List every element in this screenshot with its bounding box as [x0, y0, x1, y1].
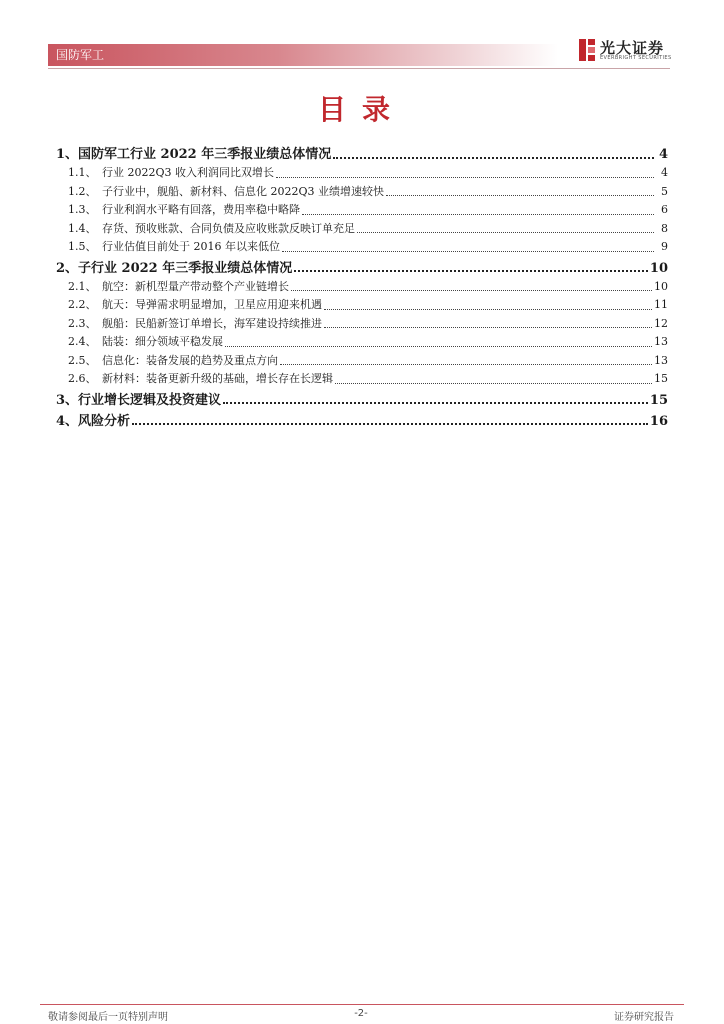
toc-leader-dots [225, 346, 652, 347]
toc-entry-title: 子行业 2022 年三季报业绩总体情况 [78, 260, 293, 276]
toc-entry[interactable] [56, 201, 668, 220]
toc-entry-page: 15 [654, 372, 668, 385]
toc-entry-number: 2.2、 [68, 298, 97, 311]
toc-leader-dots [276, 177, 654, 178]
footer [48, 1008, 674, 1022]
toc-entry-title: 航空：新机型量产带动整个产业链增长 [102, 279, 289, 293]
toc-entry-title: 行业 2022Q3 收入利润同比双增长 [102, 166, 275, 179]
toc-entry-page: 16 [649, 413, 668, 429]
page-number: -2- [354, 1008, 368, 1019]
toc-leader-dots [335, 383, 652, 384]
toc-entry-title: 行业增长逻辑及投资建议 [78, 392, 222, 408]
toc-entry-title: 国防军工行业 2022 年三季报业绩总体情况 [78, 147, 332, 162]
header-rule [48, 68, 670, 69]
toc-leader-dots [386, 195, 654, 196]
toc-entry[interactable] [56, 296, 668, 315]
toc-entry-page: 5 [661, 184, 668, 198]
toc-entry-number: 1.3、 [68, 203, 97, 216]
toc-entry[interactable] [56, 370, 668, 389]
footer-rule [40, 1004, 684, 1005]
toc-leader-dots [294, 270, 648, 272]
toc-leader-dots [357, 232, 654, 233]
toc-entry[interactable] [56, 183, 668, 202]
toc-entry-title: 舰船：民船新签订单增长，海军建设持续推进 [102, 316, 322, 330]
toc-entry[interactable] [56, 220, 668, 239]
toc-entry-number: 4、 [56, 413, 79, 429]
header-band [48, 44, 558, 66]
footer-report-type: 证券研究报告 [614, 1012, 674, 1023]
toc-leader-dots [324, 309, 652, 310]
toc-entry-number: 2.4、 [68, 335, 97, 348]
toc-leader-dots [333, 157, 654, 159]
section-label: 国防军工 [56, 48, 105, 62]
toc-leader-dots [291, 290, 652, 291]
brand-name: 光大证券 [600, 39, 665, 57]
toc-entry-number: 1.1、 [68, 166, 97, 179]
toc-entry[interactable] [56, 278, 668, 297]
toc-entry-page: 12 [654, 316, 668, 330]
toc-entry-page: 10 [654, 279, 668, 293]
toc-entry[interactable] [56, 333, 668, 352]
toc-entry[interactable] [56, 315, 668, 334]
toc-entry-page: 10 [649, 260, 668, 276]
toc-leader-dots [282, 251, 654, 252]
toc-entry[interactable] [56, 238, 668, 257]
toc-entry-page: 6 [661, 203, 668, 216]
toc-entry[interactable] [56, 352, 668, 371]
toc-entry-title: 行业利润水平略有回落，费用率稳中略降 [102, 203, 300, 216]
toc-entry-number: 2.5、 [68, 353, 97, 367]
toc-entry-title: 行业估值目前处于 2016 年以来低位 [102, 240, 280, 253]
toc-entry-page: 13 [654, 335, 668, 348]
toc-entry-page: 9 [661, 240, 668, 253]
toc-entry-number: 2、 [56, 260, 79, 276]
toc-entry-number: 1.4、 [68, 221, 97, 235]
toc-entry-page: 11 [654, 298, 668, 311]
toc-entry-title: 陆装：细分领域平稳发展 [102, 335, 223, 348]
toc-entry-number: 1.2、 [68, 184, 97, 198]
toc-entry-number: 1.5、 [68, 240, 97, 253]
toc-entry-page: 8 [661, 221, 668, 235]
toc-entry-number: 3、 [56, 392, 79, 408]
toc-entry[interactable] [56, 164, 668, 183]
toc-entry[interactable] [56, 143, 668, 164]
toc-leader-dots [280, 364, 652, 365]
page-title: 目录 [317, 93, 406, 126]
toc-entry[interactable] [56, 389, 668, 410]
brand-logo [578, 36, 674, 66]
toc-entry-title: 新材料：装备更新升级的基础，增长存在长逻辑 [102, 372, 333, 385]
toc-entry-title: 存货、预收账款、合同负债及应收账款反映订单充足 [102, 221, 355, 235]
toc-entry-page: 13 [654, 353, 668, 367]
table-of-contents [56, 143, 668, 431]
toc-entry-title: 信息化：装备发展的趋势及重点方向 [102, 353, 278, 367]
toc-leader-dots [132, 423, 648, 425]
toc-leader-dots [302, 214, 654, 215]
toc-leader-dots [223, 402, 648, 404]
toc-entry-title: 子行业中，舰船、新材料、信息化 2022Q3 业绩增速较快 [102, 184, 385, 198]
footer-disclaimer: 敬请参阅最后一页特别声明 [48, 1012, 168, 1023]
toc-entry-page: 4 [658, 147, 668, 162]
toc-entry-number: 2.3、 [68, 316, 97, 330]
toc-entry-number: 1、 [56, 147, 79, 162]
toc-entry-title: 风险分析 [78, 413, 131, 429]
toc-entry-page: 15 [649, 392, 668, 408]
toc-leader-dots [324, 327, 652, 328]
toc-entry-number: 2.1、 [68, 279, 97, 293]
toc-entry[interactable] [56, 257, 668, 278]
everbright-logo-icon [578, 38, 596, 62]
toc-entry-title: 航天：导弹需求明显增加，卫星应用迎来机遇 [102, 298, 322, 311]
toc-entry[interactable] [56, 410, 668, 431]
brand-subtitle: EVERBRIGHT SECURITIES [600, 55, 672, 61]
toc-entry-page: 4 [661, 166, 668, 179]
toc-entry-number: 2.6、 [68, 372, 97, 385]
